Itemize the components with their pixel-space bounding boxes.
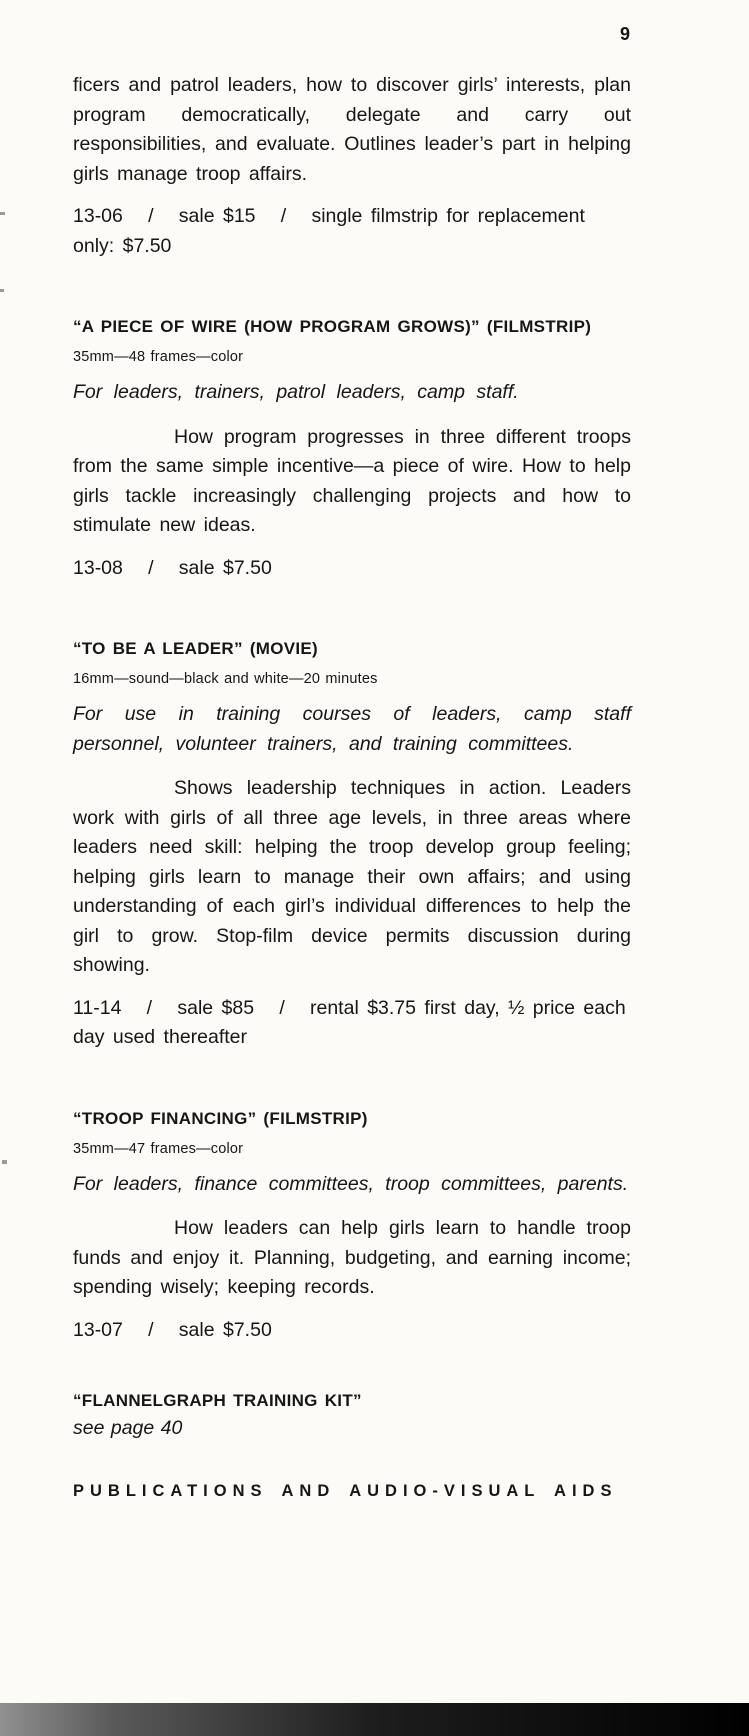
intro-price-line: 13-06 / sale $15 / single filmstrip for replacement only: $7.50: [73, 205, 594, 257]
entry-description: Shows leadership techniques in action. Leaders work with girls of all three age levels, in three areas where leaders need skill: helping the troop develop group feeling; helping girls learn to manage their own affairs; and using understanding of each girl’s individual differences to help the girl to grow. Stop-film device permits discussion during showing.: [73, 777, 631, 976]
entry-price-line: 13-08 / sale $7.50: [73, 556, 272, 579]
intro-paragraph: ficers and patrol leaders, how to discover girls’ interests, plan program democratically, delegate and carry out responsibilities, and evaluate. Outlines leader’s part in helping girls manage troop affairs.: [73, 74, 631, 185]
catalog-entry-troop-financing: [73, 1109, 631, 1346]
entry-title: “A PIECE OF WIRE (HOW PROGRAM GROWS)” (FILMSTRIP): [73, 317, 592, 336]
entry-description: How program progresses in three different troops from the same simple incentive—a piece of wire. How to help girls tackle increasingly challenging projects and how to stimulate new ideas.: [73, 425, 631, 536]
entry-audience: For use in training courses of leaders, camp staff personnel, volunteer trainers, and training committees.: [73, 703, 631, 755]
entry-spec: 16mm—sound—black and white—20 minutes: [73, 671, 378, 687]
entry-title: “TO BE A LEADER” (MOVIE): [73, 639, 319, 658]
page-number: 9: [619, 24, 631, 44]
scan-artifact: [0, 212, 5, 215]
entry-audience: For leaders, finance committees, troop committees, parents.: [73, 1172, 629, 1195]
entry-title: “TROOP FINANCING” (FILMSTRIP): [73, 1108, 368, 1128]
footer-title: PUBLICATIONS AND AUDIO-VISUAL AIDS: [73, 1482, 618, 1500]
entry-title: “FLANNELGRAPH TRAINING KIT”: [73, 1391, 362, 1410]
see-page-note: see page 40: [73, 1417, 183, 1439]
scan-artifact: [2, 1160, 7, 1164]
entry-spec: 35mm—48 frames—color: [73, 349, 244, 365]
page-content: [73, 0, 635, 1501]
catalog-entry-piece-of-wire: [73, 317, 631, 583]
entry-description: How leaders can help girls learn to handle troop funds and enjoy it. Planning, budgeting, and earning income; spending wisely; keeping records.: [73, 1217, 631, 1298]
entry-spec: 35mm—47 frames—color: [73, 1140, 244, 1157]
catalog-entry-to-be-a-leader: [73, 639, 635, 1053]
scan-artifact: [0, 289, 4, 292]
scan-edge-bar: [0, 1703, 749, 1736]
catalog-entry-flannelgraph-kit: [73, 1391, 631, 1440]
entry-price-line: 13-07 / sale $7.50: [73, 1318, 272, 1341]
entry-price-line: 11-14 / sale $85 / rental $3.75 first day, ½ price each day used thereafter: [73, 996, 635, 1048]
entry-audience: For leaders, trainers, patrol leaders, camp staff.: [73, 381, 519, 403]
